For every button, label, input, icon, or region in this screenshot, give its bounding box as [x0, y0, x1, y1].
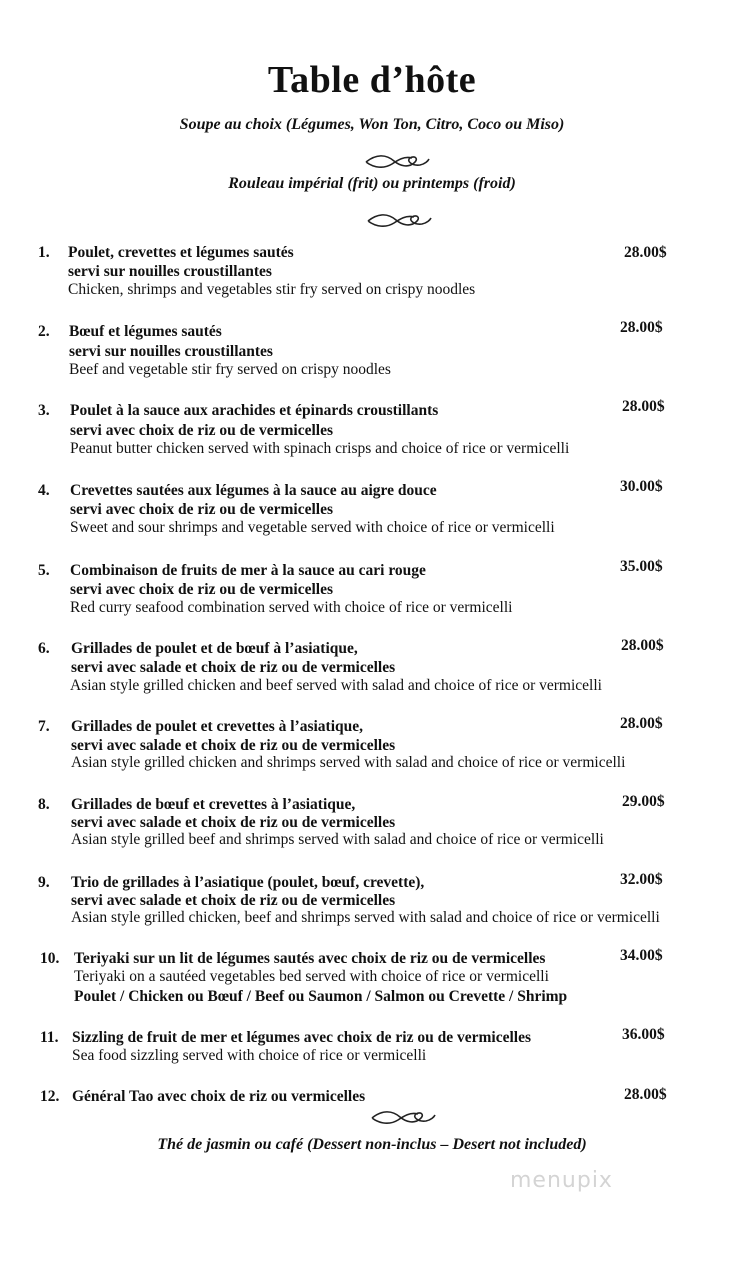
- item-name-fr: Combinaison de fruits de mer à la sauce au cari rouge: [70, 562, 426, 579]
- item-number: 7.: [38, 718, 50, 735]
- item-detail-fr: servi avec salade et choix de riz ou de vermicelles: [71, 737, 396, 754]
- item-detail-fr: servi avec choix de riz ou de vermicelles: [70, 501, 333, 518]
- item-number: 3.: [38, 402, 50, 419]
- item-name-fr: Grillades de bœuf et crevettes à l’asiatique,: [71, 796, 356, 813]
- item-name-fr: Bœuf et légumes sautés: [69, 323, 222, 340]
- item-price: 28.00$: [624, 244, 667, 261]
- item-detail-fr: servi avec choix de riz ou de vermicelles: [70, 422, 333, 439]
- item-description-en: Asian style grilled chicken and beef served with salad and choice of rice or vermicelli: [70, 677, 602, 694]
- item-description-en: Teriyaki on a sautéed vegetables bed served with choice of rice or vermicelli: [74, 968, 549, 985]
- item-price: 36.00$: [622, 1026, 665, 1043]
- item-description-en: Sweet and sour shrimps and vegetable served with choice of rice or vermicelli: [70, 519, 555, 536]
- item-description-en: Sea food sizzling served with choice of rice or vermicelli: [72, 1047, 427, 1064]
- item-price: 28.00$: [620, 319, 663, 336]
- item-name-fr: Poulet, crevettes et légumes sautés: [68, 244, 294, 261]
- item-detail-fr: servi sur nouilles croustillantes: [69, 343, 273, 360]
- item-detail-fr: servi avec choix de riz ou de vermicelles: [70, 581, 333, 598]
- item-name-fr: Poulet à la sauce aux arachides et épinards croustillants: [70, 402, 439, 419]
- item-number: 6.: [38, 640, 50, 657]
- item-description-en: Asian style grilled chicken, beef and shrimps served with salad and choice of rice or vermicelli: [71, 909, 660, 926]
- item-number: 4.: [38, 482, 50, 499]
- item-price: 28.00$: [624, 1086, 667, 1103]
- item-name-fr: Crevettes sautées aux légumes à la sauce au aigre douce: [70, 482, 437, 499]
- item-detail-fr: servi avec salade et choix de riz ou de vermicelles: [71, 659, 396, 676]
- item-number: 12.: [40, 1088, 60, 1105]
- item-number: 1.: [38, 244, 50, 261]
- item-number: 8.: [38, 796, 50, 813]
- item-price: 29.00$: [622, 793, 665, 810]
- item-description-en: Red curry seafood combination served with choice of rice or vermicelli: [70, 599, 513, 616]
- soup-choice: Soupe au choix (Légumes, Won Ton, Citro, Coco ou Miso): [179, 116, 565, 133]
- item-name-fr: Grillades de poulet et de bœuf à l’asiatique,: [71, 640, 358, 657]
- item-detail-fr: servi avec salade et choix de riz ou de vermicelles: [71, 892, 396, 909]
- roll-choice: Rouleau impérial (frit) ou printemps (froid): [228, 175, 516, 192]
- item-price: 30.00$: [620, 478, 663, 495]
- item-number: 2.: [38, 323, 50, 340]
- item-protein-options: Poulet / Chicken ou Bœuf / Beef ou Saumon / Salmon ou Crevette / Shrimp: [74, 988, 568, 1005]
- item-number: 10.: [40, 950, 60, 967]
- beverage-note: Thé de jasmin ou café (Dessert non-inclus – Desert not included): [157, 1136, 587, 1153]
- item-name-fr: Grillades de poulet et crevettes à l’asiatique,: [71, 718, 364, 735]
- flourish-ornament-icon: [362, 152, 432, 172]
- item-description-en: Asian style grilled beef and shrimps served with salad and choice of rice or vermicelli: [71, 831, 604, 848]
- item-description-en: Asian style grilled chicken and shrimps served with salad and choice of rice or vermicelli: [71, 754, 626, 771]
- item-detail-fr: servi avec salade et choix de riz ou de vermicelles: [71, 814, 396, 831]
- item-name-fr: Teriyaki sur un lit de légumes sautés avec choix de riz ou de vermicelles: [74, 950, 546, 967]
- item-price: 34.00$: [620, 947, 663, 964]
- item-price: 28.00$: [622, 398, 665, 415]
- item-number: 11.: [40, 1029, 59, 1046]
- page-title: Table d’hôte: [267, 59, 477, 101]
- item-description-en: Chicken, shrimps and vegetables stir fry served on crispy noodles: [68, 281, 476, 298]
- item-name-fr: Trio de grillades à l’asiatique (poulet, bœuf, crevette),: [71, 874, 425, 891]
- item-name-fr: Sizzling de fruit de mer et légumes avec choix de riz ou de vermicelles: [72, 1029, 531, 1046]
- item-description-en: Peanut butter chicken served with spinach crisps and choice of rice or vermicelli: [70, 440, 570, 457]
- flourish-ornament-icon: [364, 211, 434, 231]
- item-name-fr: Général Tao avec choix de riz ou vermicelles: [72, 1088, 366, 1105]
- item-price: 28.00$: [621, 637, 664, 654]
- watermark: menupix: [510, 1168, 613, 1193]
- flourish-ornament-icon: [368, 1108, 438, 1128]
- item-description-en: Beef and vegetable stir fry served on crispy noodles: [69, 361, 391, 378]
- item-detail-fr: servi sur nouilles croustillantes: [68, 263, 272, 280]
- item-number: 9.: [38, 874, 50, 891]
- item-number: 5.: [38, 562, 50, 579]
- item-price: 35.00$: [620, 558, 663, 575]
- item-price: 32.00$: [620, 871, 663, 888]
- item-price: 28.00$: [620, 715, 663, 732]
